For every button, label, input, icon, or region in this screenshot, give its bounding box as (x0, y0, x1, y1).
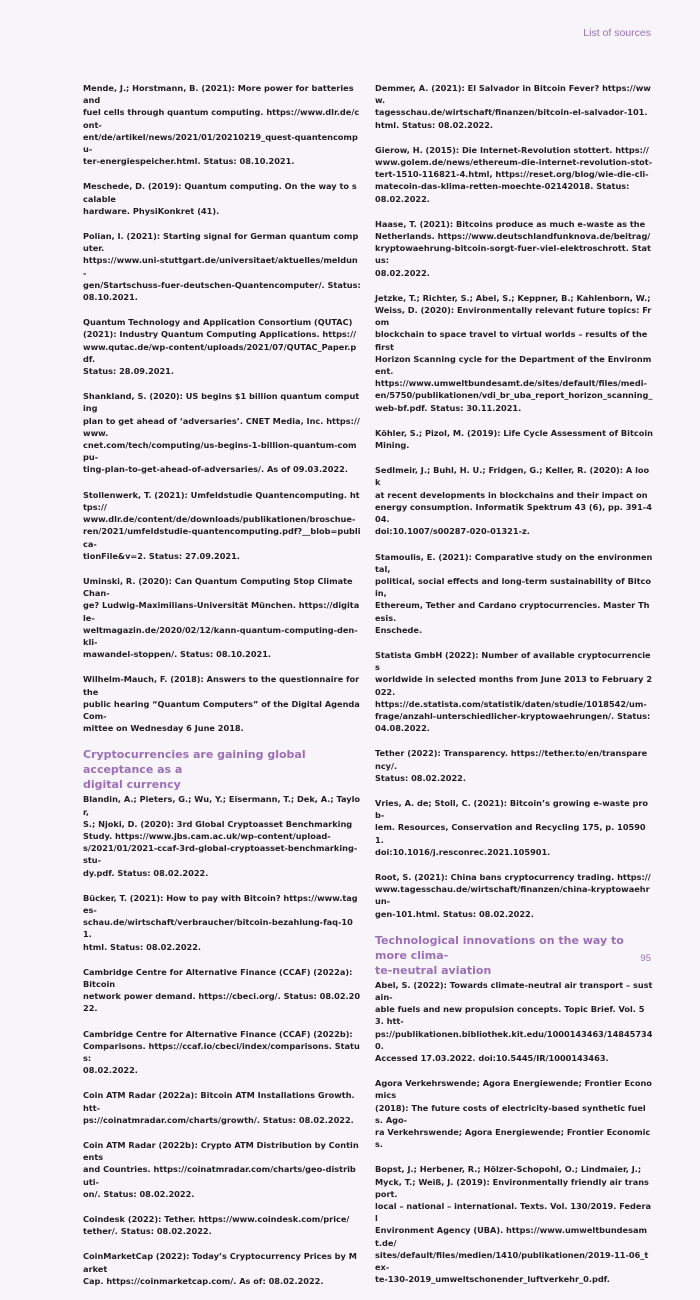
reference-entry: Abel, S. (2022): Towards climate-neutral air transport – sustain- able fuels and new propulsion concepts. Topic Brief. Vol. 53. htt- ps://publikationen.bibliothek.kit.edu/1000143463/148457340. Accessed 17.03.2022. doi:10.5445/IR/1000143463. (375, 979, 653, 1063)
reference-entry: Köhler, S.; Pizol, M. (2019): Life Cycle Assessment of Bitcoin Mining. (375, 427, 653, 451)
right-column (375, 82, 653, 1298)
reference-entry: Coin ATM Radar (2022a): Bitcoin ATM Installations Growth. htt- ps://coinatmradar.com/charts/growth/. Status: 08.02.2022. (83, 1090, 355, 1125)
reference-entry: Stollenwerk, T. (2021): Umfeldstudie Quantencomputing. https:// www.dlr.de/content/de/downloads/publikationen/broschue- ren/2021/umfeldstudie-quantencomputing.pdf?__blob=publica- tionFile&v=2. Status: 27.09.2021. (83, 489, 361, 561)
reference-entry: Root, S. (2021): China bans cryptocurrency trading. https:// www.tagesschau.de/wirtschaft/finanzen/china-kryptowaehrun- gen-101.html. Status: 08.02.2022. (375, 871, 651, 919)
reference-entry: Vries, A. de; Stoll, C. (2021): Bitcoin’s growing e-waste prob- lem. Resources, Conservation and Recycling 175, p. 105901. doi:10.1016/j.resconrec.2021.105901. (375, 797, 649, 857)
section-heading: Cryptocurrencies are gaining global acceptance as a digital currency (83, 748, 306, 792)
reference-entry: CoinMarketCap (2022): Today’s Cryptocurrency Prices by Market Cap. https://coinmarketcap.com/. As of: 08.02.2022. (83, 1251, 357, 1286)
reference-entry: Bücker, T. (2021): How to pay with Bitcoin? https://www.tages- schau.de/wirtschaft/verbraucher/bitcoin-bezahlung-faq-101. html. Status: 08.02.2022. (83, 892, 358, 952)
reference-entry: Quantum Technology and Application Consortium (QUTAC) (2021): Industry Quantum Computing Applications. https:// www.qutac.de/wp-content/uploads/2021/07/QUTAC_Paper.pdf. Status: 28.09.2021. (83, 317, 357, 377)
left-column (83, 82, 361, 1300)
reference-entry: Polian, I. (2021): Starting signal for German quantum computer. https://www.uni-stuttgart.de/universitaet/aktuelles/meldun- gen/Startschuss-fuer-deutschen-Quantencomputer/. Status: 08.10.2021. (83, 231, 361, 303)
reference-entry: Stamoulis, E. (2021): Comparative study on the environmental, political, social effects and long-term sustainability of Bitcoin, Ethereum, Tether and Cardano cryptocurrencies. Master Thesis. Enschede. (375, 551, 653, 635)
reference-entry: Wilhelm-Mauch, F. (2018): Answers to the questionnaire for the public hearing “Quantum Computers” of the Digital Agenda Com- mittee on Wednesday 6 June 2018. (83, 674, 360, 734)
running-header: List of sources (583, 27, 651, 39)
reference-entry: Statista GmbH (2022): Number of available cryptocurrencies worldwide in selected months from June 2013 to February 2022. https://de.statista.com/statistik/daten/studie/1018542/um- frage/anzahl-unterschiedlicher-kryptowaehrungen/. Status: 04.08.2022. (375, 649, 653, 734)
reference-entry: Agora Verkehrswende; Agora Energiewende; Frontier Economics (2018): The future costs of electricity-based synthetic fuels. Ago- ra Verkehrswende; Agora Energiewende; Frontier Economics. (375, 1078, 652, 1150)
reference-entry: Shankland, S. (2020): US begins $1 billion quantum computing plan to get ahead of ‘adversaries’. CNET Media, Inc. https://www. cnet.com/tech/computing/us-begins-1-billion-quantum-compu- ting-plan-to-get-ahead-of-adversaries/. As of 09.03.2022. (83, 391, 360, 475)
section-heading: Technological innovations on the way to more clima- te-neutral aviation (375, 933, 624, 977)
reference-entry: Jetzke, T.; Richter, S.; Abel, S.; Keppner, B.; Kahlenborn, W.; Weiss, D. (2020): Environmentally relevant future topics: From blockchain to space travel to virtual worlds – results of the first Horizon Scanning cycle for the Department of the Environment. https://www.umweltbundesamt.de/sites/default/files/medi- en/5750/publikationen/vdi_br_uba_report_horizon_scanning_ web-bf.pdf. Status: 30.11.2021. (375, 292, 653, 413)
reference-entry: Cambridge Centre for Alternative Finance (CCAF) (2022b): Comparisons. https://ccaf.io/cbeci/index/comparisons. Status: 08.02.2022. (83, 1028, 360, 1076)
reference-entry: Coin ATM Radar (2022b): Crypto ATM Distribution by Continents and Countries. https://coinatmradar.com/charts/geo-distributi- on/. Status: 08.02.2022. (83, 1140, 359, 1199)
reference-entry: Blandin, A.; Pieters, G.; Wu, Y.; Eisermann, T.; Dek, A.; Taylor, S.; Njoki, D. (2020): 3rd Global Cryptoasset Benchmarking Study. https://www.jbs.cam.ac.uk/wp-content/upload- s/2021/01/2021-ccaf-3rd-global-cryptoasset-benchmarking-stu- dy.pdf. Status: 08.02.2022. (83, 794, 361, 878)
reference-entry: Uminski, R. (2020): Can Quantum Computing Stop Climate Chan- ge? Ludwig-Maximilians-Universität München. https://digitale- weltmagazin.de/2020/02/12/kann-quantum-computing-den-kli- mawandel-stoppen/. Status: 08.10.2021. (83, 575, 360, 660)
reference-entry: Bopst, J.; Herbener, R.; Hölzer-Schopohl, O.; Lindmaier, J.; Myck, T.; Weiß, J. (2019): Environmentally friendly air transport. local – national – international. Texts. Vol. 130/2019. Federal Environment Agency (UBA). https://www.umweltbundesamt.de/ sites/default/files/medien/1410/publikationen/2019-11-06_tex- te-130-2019_umweltschonender_luftverkehr_0.pdf. (375, 1164, 652, 1285)
reference-entry: Cambridge Centre for Alternative Finance (CCAF) (2022a): Bitcoin network power demand. https://cbeci.org/. Status: 08.02.2022. (83, 966, 361, 1014)
page-number: 95 (640, 953, 651, 964)
reference-entry: Haase, T. (2021): Bitcoins produce as much e-waste as the Netherlands. https://www.deutschlandfunknova.de/beitrag/ kryptowaehrung-bitcoin-sorgt-fuer-viel-elektroschrott. Status: 08.02.2022. (375, 218, 651, 278)
reference-entry: Gierow, H. (2015): Die Internet-Revolution stottert. https:// www.golem.de/news/ethereum-die-internet-revolution-stot- tert-1510-116821-4.html, https://reset.org/blog/wie-die-cli- matecoin-das-klima-retten-moechte-02142018. Status: 08.02.2022. (375, 144, 653, 204)
reference-entry: Coindesk (2022): Tether. https://www.coindesk.com/price/ tether/. Status: 08.02.2022. (83, 1214, 350, 1237)
reference-entry: Mende, J.; Horstmann, B. (2021): More power for batteries and fuel cells through quantum computing. https://www.dlr.de/cont- ent/de/artikel/news/2021/01/20210219_quest-quantencompu- ter-energiespeicher.html. Status: 08.10.2021. (83, 83, 360, 167)
reference-entry: Demmer, A. (2021): El Salvador in Bitcoin Fever? https://www. tagesschau.de/wirtschaft/finanzen/bitcoin-el-salvador-101. html. Status: 08.02.2022. (375, 83, 651, 130)
reference-entry: Tether (2022): Transparency. https://tether.to/en/transparency/. Status: 08.02.2022. (375, 748, 648, 783)
reference-entry: Meschede, D. (2019): Quantum computing. On the way to scalable hardware. PhysiKonkret (41). (83, 181, 357, 216)
reference-entry: Sedlmeir, J.; Buhl, H. U.; Fridgen, G.; Keller, R. (2020): A look at recent developments in blockchains and their impact on energy consumption. Informatik Spektrum 43 (6), pp. 391-404. doi:10.1007/s00287-020-01321-z. (375, 465, 652, 537)
